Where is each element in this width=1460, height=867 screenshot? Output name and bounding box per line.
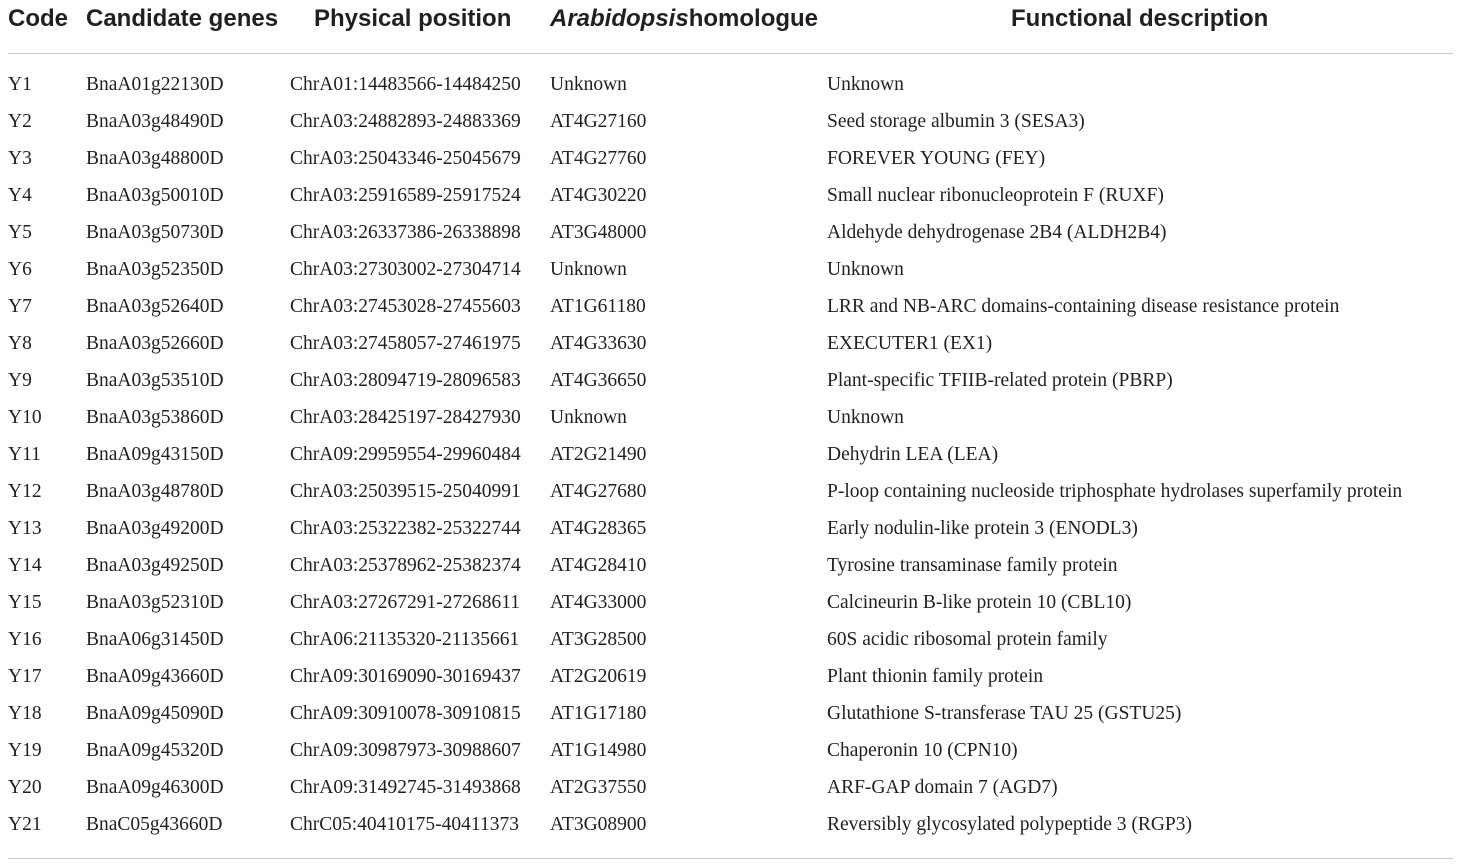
gene-cell: BnaC05g43660D bbox=[86, 814, 223, 835]
header-candidate-genes: Candidate genes bbox=[86, 5, 279, 32]
function-cell: Chaperonin 10 (CPN10) bbox=[827, 740, 1018, 761]
table-row bbox=[8, 658, 1453, 695]
header-homologue-italic: Arabidopsis bbox=[550, 5, 689, 32]
code-cell: Y9 bbox=[8, 370, 32, 391]
gene-cell: BnaA09g45320D bbox=[86, 740, 224, 761]
code-cell: Y4 bbox=[8, 185, 32, 206]
position-cell: ChrA09:30910078-30910815 bbox=[290, 703, 521, 724]
gene-cell: BnaA03g52660D bbox=[86, 333, 224, 354]
homologue-cell: AT4G33000 bbox=[550, 592, 647, 613]
position-cell: ChrA01:14483566-14484250 bbox=[290, 74, 521, 95]
table-row bbox=[8, 103, 1453, 140]
table-row bbox=[8, 251, 1453, 288]
homologue-cell: AT4G28365 bbox=[550, 518, 647, 539]
code-cell: Y15 bbox=[8, 592, 42, 613]
code-cell: Y2 bbox=[8, 111, 32, 132]
gene-cell: BnaA03g49200D bbox=[86, 518, 224, 539]
position-cell: ChrA03:25322382-25322744 bbox=[290, 518, 521, 539]
gene-cell: BnaA01g22130D bbox=[86, 74, 224, 95]
code-cell: Y11 bbox=[8, 444, 41, 465]
gene-cell: BnaA03g52640D bbox=[86, 296, 224, 317]
table-row bbox=[8, 66, 1453, 103]
header-code: Code bbox=[8, 5, 68, 32]
position-cell: ChrA03:24882893-24883369 bbox=[290, 111, 521, 132]
position-cell: ChrA03:25378962-25382374 bbox=[290, 555, 521, 576]
homologue-cell: Unknown bbox=[550, 407, 627, 428]
gene-cell: BnaA03g50010D bbox=[86, 185, 224, 206]
table-row bbox=[8, 325, 1453, 362]
function-cell: P-loop containing nucleoside triphosphate hydrolases superfamily protein bbox=[827, 481, 1403, 502]
code-cell: Y3 bbox=[8, 148, 32, 169]
gene-cell: BnaA09g43660D bbox=[86, 666, 224, 687]
gene-cell: BnaA03g53510D bbox=[86, 370, 224, 391]
function-cell: FOREVER YOUNG (FEY) bbox=[827, 148, 1046, 169]
header-functional-description: Functional description bbox=[1011, 5, 1269, 32]
header-physical-position: Physical position bbox=[314, 5, 512, 32]
table-row bbox=[8, 288, 1453, 325]
function-cell: Dehydrin LEA (LEA) bbox=[827, 444, 999, 465]
position-cell: ChrA09:30169090-30169437 bbox=[290, 666, 521, 687]
table-row bbox=[8, 140, 1453, 177]
code-cell: Y1 bbox=[8, 74, 32, 95]
homologue-cell: AT4G28410 bbox=[550, 555, 647, 576]
table-row bbox=[8, 436, 1453, 473]
function-cell: LRR and NB-ARC domains-containing disease resistance protein bbox=[827, 296, 1340, 317]
gene-cell: BnaA09g43150D bbox=[86, 444, 224, 465]
gene-cell: BnaA03g53860D bbox=[86, 407, 224, 428]
position-cell: ChrA09:29959554-29960484 bbox=[290, 444, 521, 465]
position-cell: ChrA03:27303002-27304714 bbox=[290, 259, 521, 280]
code-cell: Y6 bbox=[8, 259, 32, 280]
homologue-cell: AT2G21490 bbox=[550, 444, 647, 465]
function-cell: Tyrosine transaminase family protein bbox=[827, 555, 1118, 576]
homologue-cell: AT2G20619 bbox=[550, 666, 647, 687]
function-cell: Plant-specific TFIIB-related protein (PBRP) bbox=[827, 370, 1173, 391]
gene-cell: BnaA03g49250D bbox=[86, 555, 224, 576]
function-cell: Unknown bbox=[827, 407, 904, 428]
position-cell: ChrA03:27267291-27268611 bbox=[290, 592, 521, 613]
homologue-cell: AT3G28500 bbox=[550, 629, 647, 650]
gene-cell: BnaA03g48780D bbox=[86, 481, 224, 502]
position-cell: ChrA06:21135320-21135661 bbox=[290, 629, 520, 650]
position-cell: ChrA03:25039515-25040991 bbox=[290, 481, 521, 502]
gene-cell: BnaA06g31450D bbox=[86, 629, 224, 650]
function-cell: Unknown bbox=[827, 259, 904, 280]
header-homologue-rest: homologue bbox=[688, 5, 819, 32]
homologue-cell: Unknown bbox=[550, 74, 627, 95]
table-row bbox=[8, 584, 1453, 621]
code-cell: Y8 bbox=[8, 333, 32, 354]
table-row bbox=[8, 547, 1453, 584]
table-row bbox=[8, 769, 1453, 806]
code-cell: Y5 bbox=[8, 222, 32, 243]
function-cell: Reversibly glycosylated polypeptide 3 (RGP3) bbox=[827, 814, 1193, 835]
code-cell: Y21 bbox=[8, 814, 42, 835]
code-cell: Y17 bbox=[8, 666, 42, 687]
code-cell: Y12 bbox=[8, 481, 42, 502]
code-cell: Y7 bbox=[8, 296, 32, 317]
table-row bbox=[8, 621, 1453, 658]
table-bottom-rule bbox=[8, 858, 1453, 859]
position-cell: ChrA03:25043346-25045679 bbox=[290, 148, 521, 169]
homologue-cell: AT3G48000 bbox=[550, 222, 647, 243]
gene-cell: BnaA09g45090D bbox=[86, 703, 224, 724]
homologue-cell: AT4G27160 bbox=[550, 111, 647, 132]
gene-cell: BnaA03g50730D bbox=[86, 222, 224, 243]
function-cell: 60S acidic ribosomal protein family bbox=[827, 629, 1108, 650]
position-cell: ChrA09:30987973-30988607 bbox=[290, 740, 521, 761]
position-cell: ChrC05:40410175-40411373 bbox=[290, 814, 519, 835]
position-cell: ChrA03:26337386-26338898 bbox=[290, 222, 521, 243]
gene-cell: BnaA03g52350D bbox=[86, 259, 224, 280]
homologue-cell: AT1G14980 bbox=[550, 740, 647, 761]
function-cell: Aldehyde dehydrogenase 2B4 (ALDH2B4) bbox=[827, 222, 1167, 243]
gene-cell: BnaA09g46300D bbox=[86, 777, 224, 798]
table-row bbox=[8, 177, 1453, 214]
function-cell: EXECUTER1 (EX1) bbox=[827, 333, 993, 354]
table-header bbox=[8, 0, 1453, 54]
code-cell: Y18 bbox=[8, 703, 42, 724]
code-cell: Y14 bbox=[8, 555, 42, 576]
table-body bbox=[8, 66, 1453, 843]
code-cell: Y13 bbox=[8, 518, 42, 539]
position-cell: ChrA03:28094719-28096583 bbox=[290, 370, 521, 391]
homologue-cell: AT4G27680 bbox=[550, 481, 647, 502]
homologue-cell: AT4G27760 bbox=[550, 148, 647, 169]
table-row bbox=[8, 510, 1453, 547]
code-cell: Y20 bbox=[8, 777, 42, 798]
table-row bbox=[8, 214, 1453, 251]
function-cell: Early nodulin-like protein 3 (ENODL3) bbox=[827, 518, 1138, 539]
gene-cell: BnaA03g48800D bbox=[86, 148, 224, 169]
code-cell: Y16 bbox=[8, 629, 42, 650]
position-cell: ChrA03:27458057-27461975 bbox=[290, 333, 521, 354]
function-cell: Small nuclear ribonucleoprotein F (RUXF) bbox=[827, 185, 1164, 206]
gene-cell: BnaA03g52310D bbox=[86, 592, 224, 613]
table-row bbox=[8, 695, 1453, 732]
function-cell: Calcineurin B-like protein 10 (CBL10) bbox=[827, 592, 1132, 613]
homologue-cell: AT4G30220 bbox=[550, 185, 647, 206]
homologue-cell: AT3G08900 bbox=[550, 814, 647, 835]
code-cell: Y19 bbox=[8, 740, 42, 761]
function-cell: Unknown bbox=[827, 74, 904, 95]
table-row bbox=[8, 362, 1453, 399]
code-cell: Y10 bbox=[8, 407, 42, 428]
homologue-cell: AT4G36650 bbox=[550, 370, 647, 391]
gene-cell: BnaA03g48490D bbox=[86, 111, 224, 132]
homologue-cell: AT1G61180 bbox=[550, 296, 646, 317]
position-cell: ChrA09:31492745-31493868 bbox=[290, 777, 521, 798]
function-cell: Seed storage albumin 3 (SESA3) bbox=[827, 111, 1085, 132]
header-arabidopsis-homologue bbox=[550, 4, 818, 34]
table-row bbox=[8, 473, 1453, 510]
function-cell: Glutathione S-transferase TAU 25 (GSTU25) bbox=[827, 703, 1182, 724]
table-row bbox=[8, 732, 1453, 769]
position-cell: ChrA03:28425197-28427930 bbox=[290, 407, 521, 428]
gene-table bbox=[8, 0, 1453, 54]
homologue-cell: AT4G33630 bbox=[550, 333, 647, 354]
homologue-cell: Unknown bbox=[550, 259, 627, 280]
function-cell: Plant thionin family protein bbox=[827, 666, 1044, 687]
function-cell: ARF-GAP domain 7 (AGD7) bbox=[827, 777, 1058, 798]
table-row bbox=[8, 806, 1453, 843]
homologue-cell: AT2G37550 bbox=[550, 777, 647, 798]
position-cell: ChrA03:27453028-27455603 bbox=[290, 296, 521, 317]
homologue-cell: AT1G17180 bbox=[550, 703, 647, 724]
table-row bbox=[8, 399, 1453, 436]
position-cell: ChrA03:25916589-25917524 bbox=[290, 185, 521, 206]
